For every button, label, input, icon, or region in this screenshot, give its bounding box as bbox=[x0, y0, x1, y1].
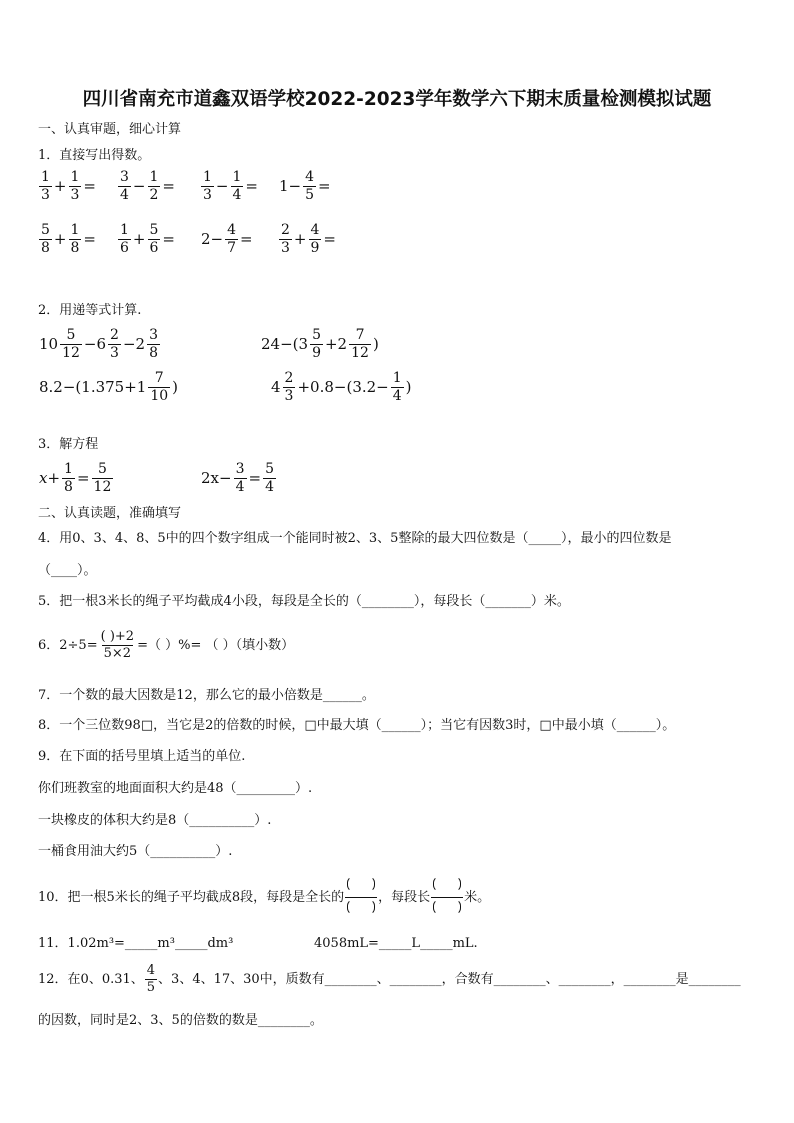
q2-e2-text: +2 bbox=[324, 334, 348, 353]
q2-e4-frac-2: $\frac{1}{4}$ bbox=[392, 370, 402, 404]
q8-text: 8．一个三位数98□，当它是2的倍数的时候，□中最大填（______）；当它有因数3时，□中最小填（______）。 bbox=[38, 718, 676, 733]
q12-fraction: $\frac{4}{5}$ bbox=[146, 963, 156, 995]
q1-fraction-denominator: 3 bbox=[70, 186, 80, 203]
q10-blank-fraction-2 bbox=[431, 876, 463, 918]
q1-fraction-denominator: 2 bbox=[149, 186, 159, 203]
q3-e1-text: = bbox=[76, 468, 90, 487]
q1-operator: + bbox=[293, 229, 307, 248]
q12-line-2: 的因数，同时是2、3、5的倍数的数是________。 bbox=[38, 1013, 323, 1028]
q1-fraction bbox=[148, 170, 161, 202]
q3-e2-text: 2x− bbox=[201, 468, 232, 487]
q9-line-2: 一块橡皮的体积大约是8（__________）. bbox=[38, 813, 272, 828]
q2-e4-text: 4 bbox=[271, 377, 281, 396]
q2-e2-text: 24−(3 bbox=[261, 334, 309, 353]
q1-fraction-denominator: 8 bbox=[70, 239, 80, 256]
q1-operator: + bbox=[53, 229, 67, 248]
q1-operator: − bbox=[132, 176, 146, 195]
q1-operator: + bbox=[53, 176, 67, 195]
q3-equation-2 bbox=[200, 462, 277, 494]
q1-row2-item-4 bbox=[278, 223, 337, 255]
q2-e1-text: −2 bbox=[122, 334, 146, 353]
q2-e2-text: ) bbox=[372, 334, 379, 353]
q1-fraction-numerator: 1 bbox=[203, 169, 212, 185]
q1-lead-text: 1− bbox=[279, 176, 302, 195]
q1-row1-item-2 bbox=[117, 170, 176, 202]
q3-e2-frac-1: $\frac{3}{4}$ bbox=[235, 461, 245, 495]
q2-e1-text: −6 bbox=[83, 334, 107, 353]
q10-line bbox=[38, 876, 490, 918]
q2-e1-frac-3: $\frac{3}{8}$ bbox=[149, 327, 159, 361]
q1-fraction-numerator: 1 bbox=[70, 222, 80, 238]
q2-e1-frac-1: $\frac{5}{12}$ bbox=[62, 327, 80, 361]
q1-fraction bbox=[201, 170, 214, 202]
q1-fraction-numerator: 4 bbox=[305, 169, 315, 185]
q1-equals: = bbox=[240, 229, 253, 248]
q1-equals: = bbox=[245, 176, 258, 195]
q1-equals: = bbox=[162, 176, 175, 195]
q12-text-2: 、3、4、17、30中，质数有________、________，合数有________、________，________是________ bbox=[158, 971, 741, 987]
q1-fraction-denominator: 4 bbox=[120, 186, 129, 203]
q12-line-1 bbox=[38, 964, 741, 994]
q1-fraction bbox=[148, 223, 161, 255]
q2-expression-4 bbox=[270, 371, 413, 403]
q2-expression-1 bbox=[38, 328, 161, 360]
q1-operator: + bbox=[132, 229, 146, 248]
q3-equation-1 bbox=[38, 462, 114, 494]
q1-fraction bbox=[231, 170, 244, 202]
q3-e2-text: = bbox=[248, 468, 262, 487]
q1-fraction-denominator: 6 bbox=[120, 239, 129, 256]
q1-row1-item-1 bbox=[38, 170, 97, 202]
q1-fraction bbox=[303, 170, 316, 202]
q11-part-a: 11．1.02m³=_____m³_____dm³ bbox=[38, 936, 234, 951]
q2-e4-frac-1: $\frac{2}{3}$ bbox=[284, 370, 294, 404]
q1-fraction bbox=[309, 223, 322, 255]
q1-fraction-numerator: 5 bbox=[149, 222, 159, 238]
q1-label: 1．直接写出得数。 bbox=[38, 148, 151, 163]
q4-line-2: （____）。 bbox=[38, 563, 97, 578]
q2-e4-text: +0.8−(3.2− bbox=[297, 377, 389, 396]
q2-e2-frac-2: $\frac{7}{12}$ bbox=[351, 327, 369, 361]
q3-e1-frac-1: $\frac{1}{8}$ bbox=[64, 461, 73, 495]
q10-text-2: ，每段长 bbox=[378, 889, 431, 905]
q2-e1-frac-2: $\frac{2}{3}$ bbox=[110, 327, 119, 361]
q1-fraction bbox=[225, 223, 238, 255]
q1-fraction-numerator: 1 bbox=[149, 169, 159, 185]
q2-e3-text: 8.2−(1.375+1 bbox=[39, 377, 147, 396]
q1-row1-item-3 bbox=[200, 170, 259, 202]
q1-fraction-denominator: 9 bbox=[310, 239, 320, 256]
q9-line-1: 你们班教室的地面面积大约是48（_________）. bbox=[38, 781, 313, 796]
q10-text-3: 米。 bbox=[464, 889, 491, 905]
q1-fraction-numerator: 2 bbox=[281, 222, 290, 238]
q1-row2-item-2 bbox=[117, 223, 176, 255]
q1-fraction-denominator: 7 bbox=[227, 239, 237, 256]
q1-lead-text: 2− bbox=[201, 229, 224, 248]
q12-text-1: 12．在0、0.31、 bbox=[38, 971, 144, 987]
q1-fraction-numerator: 1 bbox=[70, 169, 80, 185]
q1-equals: = bbox=[318, 176, 331, 195]
q2-e2-frac-1: $\frac{5}{9}$ bbox=[312, 327, 321, 361]
q1-fraction-denominator: 6 bbox=[149, 239, 159, 256]
section-1-heading: 一、认真审题，细心计算 bbox=[38, 122, 182, 137]
q1-row1-item-4 bbox=[278, 170, 332, 202]
q1-row2-item-1 bbox=[38, 223, 97, 255]
q6-tail: =（ ）%= （ ）（填小数） bbox=[137, 637, 295, 653]
q6-line bbox=[38, 630, 294, 660]
q1-fraction-denominator: 4 bbox=[232, 186, 242, 203]
q10-blank-fraction-1 bbox=[345, 876, 377, 918]
q10-text-1: 10．把一根5米长的绳子平均截成8段，每段是全长的 bbox=[38, 889, 345, 905]
q1-fraction-numerator: 3 bbox=[120, 169, 129, 185]
q3-label: 3．解方程 bbox=[38, 437, 99, 452]
q1-equals: = bbox=[323, 229, 336, 248]
q1-equals: = bbox=[162, 229, 175, 248]
q1-fraction-numerator: 1 bbox=[41, 169, 50, 185]
q2-e3-text: ) bbox=[172, 377, 179, 396]
q2-e3-frac-1: $\frac{7}{10}$ bbox=[150, 370, 169, 404]
q1-fraction-numerator: 4 bbox=[310, 222, 320, 238]
q1-fraction-denominator: 3 bbox=[203, 186, 212, 203]
q1-fraction bbox=[69, 170, 82, 202]
q3-e2-frac-2: $\frac{5}{4}$ bbox=[265, 461, 274, 495]
q11-part-b: 4058mL=_____L_____mL. bbox=[314, 936, 478, 951]
q7-text: 7．一个数的最大因数是12，那么它的最小倍数是______。 bbox=[38, 688, 375, 703]
section-2-heading: 二、认真读题，准确填写 bbox=[38, 506, 182, 521]
q9-label: 9．在下面的括号里填上适当的单位. bbox=[38, 749, 246, 764]
q1-fraction-denominator: 5 bbox=[305, 186, 315, 203]
q4-line-1: 4．用0、3、4、8、5中的四个数字组成一个能同时被2、3、5整除的最大四位数是（_____），最小的四位数是 bbox=[38, 531, 672, 546]
q1-fraction bbox=[118, 223, 131, 255]
q1-fraction-denominator: 8 bbox=[41, 239, 50, 256]
q1-fraction bbox=[39, 223, 52, 255]
q2-label: 2．用递等式计算. bbox=[38, 303, 142, 318]
q1-fraction-denominator: 3 bbox=[281, 239, 290, 256]
page-title: 四川省南充市道鑫双语学校2022-2023学年数学六下期末质量检测模拟试题 bbox=[82, 89, 712, 110]
q1-row2-item-3 bbox=[200, 223, 254, 255]
q2-e1-text: 10 bbox=[39, 334, 59, 353]
q3-e1-frac-2: $\frac{5}{12}$ bbox=[93, 461, 112, 495]
q5-text: 5．把一根3米长的绳子平均截成4小段，每段是全长的（________），每段长（_______）米。 bbox=[38, 594, 570, 609]
q1-fraction bbox=[118, 170, 131, 202]
q2-e4-text: ) bbox=[405, 377, 412, 396]
q1-fraction bbox=[39, 170, 52, 202]
q1-fraction-numerator: 1 bbox=[232, 169, 242, 185]
q1-operator: − bbox=[215, 176, 229, 195]
q1-fraction-numerator: 4 bbox=[227, 222, 237, 238]
q6-lead: 6．2÷5= bbox=[38, 637, 98, 653]
q1-fraction bbox=[279, 223, 292, 255]
q9-line-3: 一桶食用油大约5（__________）. bbox=[38, 844, 233, 859]
q1-equals: = bbox=[83, 229, 96, 248]
q1-fraction-denominator: 3 bbox=[41, 186, 50, 203]
q1-fraction bbox=[69, 223, 82, 255]
q3-e1-text: x+ bbox=[39, 468, 61, 487]
q1-fraction-numerator: 5 bbox=[41, 222, 50, 238]
q2-expression-2 bbox=[260, 328, 380, 360]
q1-fraction-numerator: 1 bbox=[120, 222, 129, 238]
q2-expression-3 bbox=[38, 371, 179, 403]
q1-equals: = bbox=[83, 176, 96, 195]
q6-fraction: $\frac{( )+2}{5\times 2}$ bbox=[100, 629, 135, 661]
